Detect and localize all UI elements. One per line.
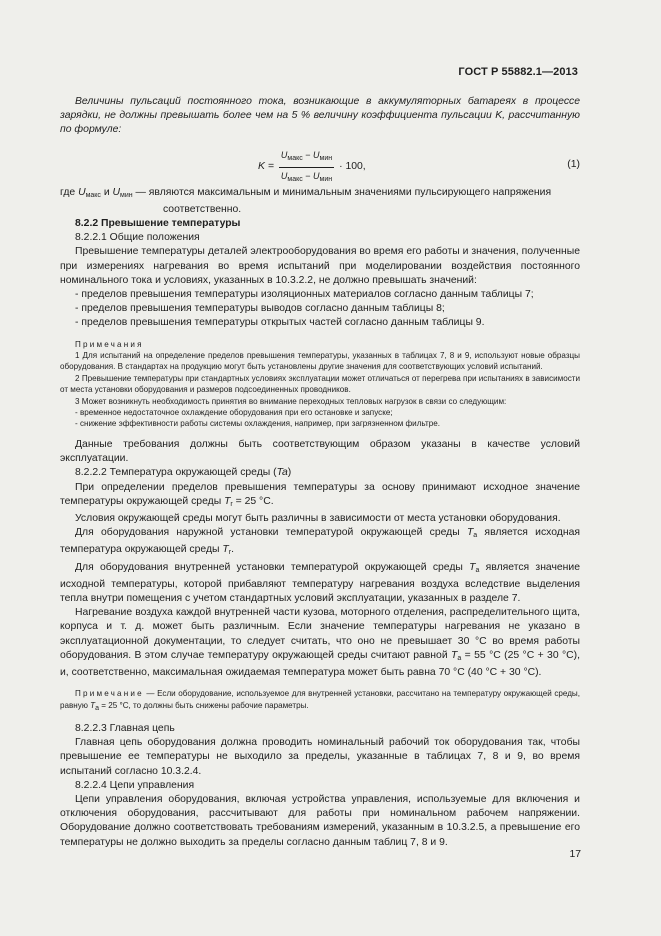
- formula-tail: · 100,: [339, 161, 366, 173]
- note-3-item: - снижение эффективности работы системы охлаждения, например, при загрязненном фильтре.: [75, 419, 440, 429]
- standard-code: ГОСТ Р 55882.1—2013: [458, 66, 578, 78]
- note-2: 2 Превышение температуры при стандартных условиях эксплуатации может отличаться от перегрева при испытаниях в зависимости от места установки оборудования и размеров подсоединенных проводников.: [60, 373, 580, 395]
- note-3: 3 Может возникнуть необходимость принятия во внимание переходных тепловых нагрузок в связи со следующим:: [75, 396, 507, 406]
- paragraph: Условия окружающей среды могут быть различны в зависимости от места установки оборудования.: [75, 512, 561, 524]
- paragraph: Нагревание воздуха каждой внутренней части кузова, моторного отделения, распределительного щита, корпуса и т. д. может быть различным. Если значение температуры нагревания не указано в эксплуатационной документации, то следует считать, что оно не превышает 30 °C во время работы оборудования. В этом случае температуру окружающей среды считают равной $T_a = 55$ °C (25 °C + 30 °C), и, соответственно, максимальная ожидаемая температура может быть равна 70 °C (40 °C + 30 °C).: [60, 607, 580, 678]
- formula-numerator: $U_{макс} - U_{мин}$: [279, 148, 334, 168]
- list-item: - пределов превышения температуры открытых частей согласно данным таблицы 9.: [75, 317, 485, 329]
- paragraph: Главная цепь оборудования должна проводить номинальный рабочий ток оборудования так, чтобы превышение ее температуры не выходило за пределы, указанные в таблицах 7, 8 и 9, во время испытаний согласно 10.3.2.4.: [60, 737, 580, 777]
- section-8-2-2-1-text: Превышение температуры деталей электрооборудования во время его работы и значения, полученные при измерениях нагревания во время испытаний при моделировании воздействия постоянного номинального тока и условиях, указанных в 10.3.2.2, не должно превышать значений:: [60, 246, 580, 286]
- section-8-2-2-title: 8.2.2 Превышение температуры: [75, 218, 241, 230]
- formula: [258, 148, 366, 187]
- paragraph: Цепи управления оборудования, включая устройства управления, используемые для включения и отключения оборудования, рассчитывают для работы при номинальном рабочем напряжении. Оборудование должно соответствовать требованиям измерений, указанным в 10.3.2.5, а превышение его температуры не должно выходить за пределы согласно данным таблиц 7, 8 и 9.: [60, 793, 580, 848]
- formula-denominator: $U_{макс} - U_{мин}$: [280, 170, 333, 183]
- formula-fraction: [279, 148, 334, 187]
- paragraph: Для оборудования наружной установки температурой окружающей среды $T_a$ является исходная температура окружающей среды $T_r$.: [60, 527, 581, 557]
- section-8-2-2-3-title: 8.2.2.3 Главная цепь: [75, 722, 175, 734]
- equation-number: (1): [567, 158, 580, 170]
- notes-block: [60, 339, 580, 430]
- paragraph: Для оборудования внутренней установки температурой окружающей среды $T_a$ является значение исходной температуры, которой прибавляют температуру нагревания воздуха вследствие выделения тепла внутри помещения с учетом стандартных условий эксплуатации, указанных в разделе 7.: [60, 561, 580, 604]
- note-ambient: Примечание — Если оборудование, используемое для внутренней установки, рассчитано на температуру окружающей среды, равную $T_a = 25$ °C, то должны быть снижены рабочие параметры.: [60, 689, 580, 712]
- paragraph: При определении пределов превышения температуры за основу принимают исходное значение температуры окружающей среды $T_r = 25$ °C.: [60, 481, 580, 508]
- where-clause-cont: соответственно.: [163, 203, 242, 215]
- formula-lhs: K =: [258, 161, 274, 173]
- note-1: 1 Для испытаний на определение пределов превышения температуры, указанных в таблицах 7, 8 и 9, используют новые образцы оборудования. В стандартах на продукцию могут быть установлены другие значения для соответствующих условий испытаний.: [60, 351, 580, 372]
- list-item: - пределов превышения температуры выводов согласно данным таблицы 8;: [75, 303, 445, 315]
- document-body: [60, 95, 580, 850]
- section-8-2-2-4-title: 8.2.2.4 Цепи управления: [75, 779, 195, 791]
- intro-paragraph: Величины пульсаций постоянного тока, возникающие в аккумуляторных батареях в процессе зарядки, не должны превышать более чем на 5 % величину коэффициента пульсации K, рассчитанную по формуле:: [60, 96, 580, 136]
- note-3-item: - временное недостаточное охлаждение оборудования при его остановке и запуске;: [75, 408, 393, 418]
- section-8-2-2-1-title: 8.2.2.1 Общие положения: [75, 232, 200, 244]
- section-8-2-2-2-title: 8.2.2.2 Температура окружающей среды (Ta): [75, 467, 292, 479]
- list-item: - пределов превышения температуры изоляционных материалов согласно данным таблицы 7;: [75, 289, 534, 301]
- where-clause: где $U_{макс}$ и $U_{мин}$ — являются максимальным и минимальным значениями пульсирующего напряжения: [60, 186, 552, 199]
- notes-title: Примечания: [75, 339, 144, 349]
- formula-block: [60, 144, 580, 182]
- after-notes-paragraph: Данные требования должны быть соответствующим образом указаны в качестве условий эксплуатации.: [60, 438, 580, 465]
- page-number: 17: [569, 849, 581, 860]
